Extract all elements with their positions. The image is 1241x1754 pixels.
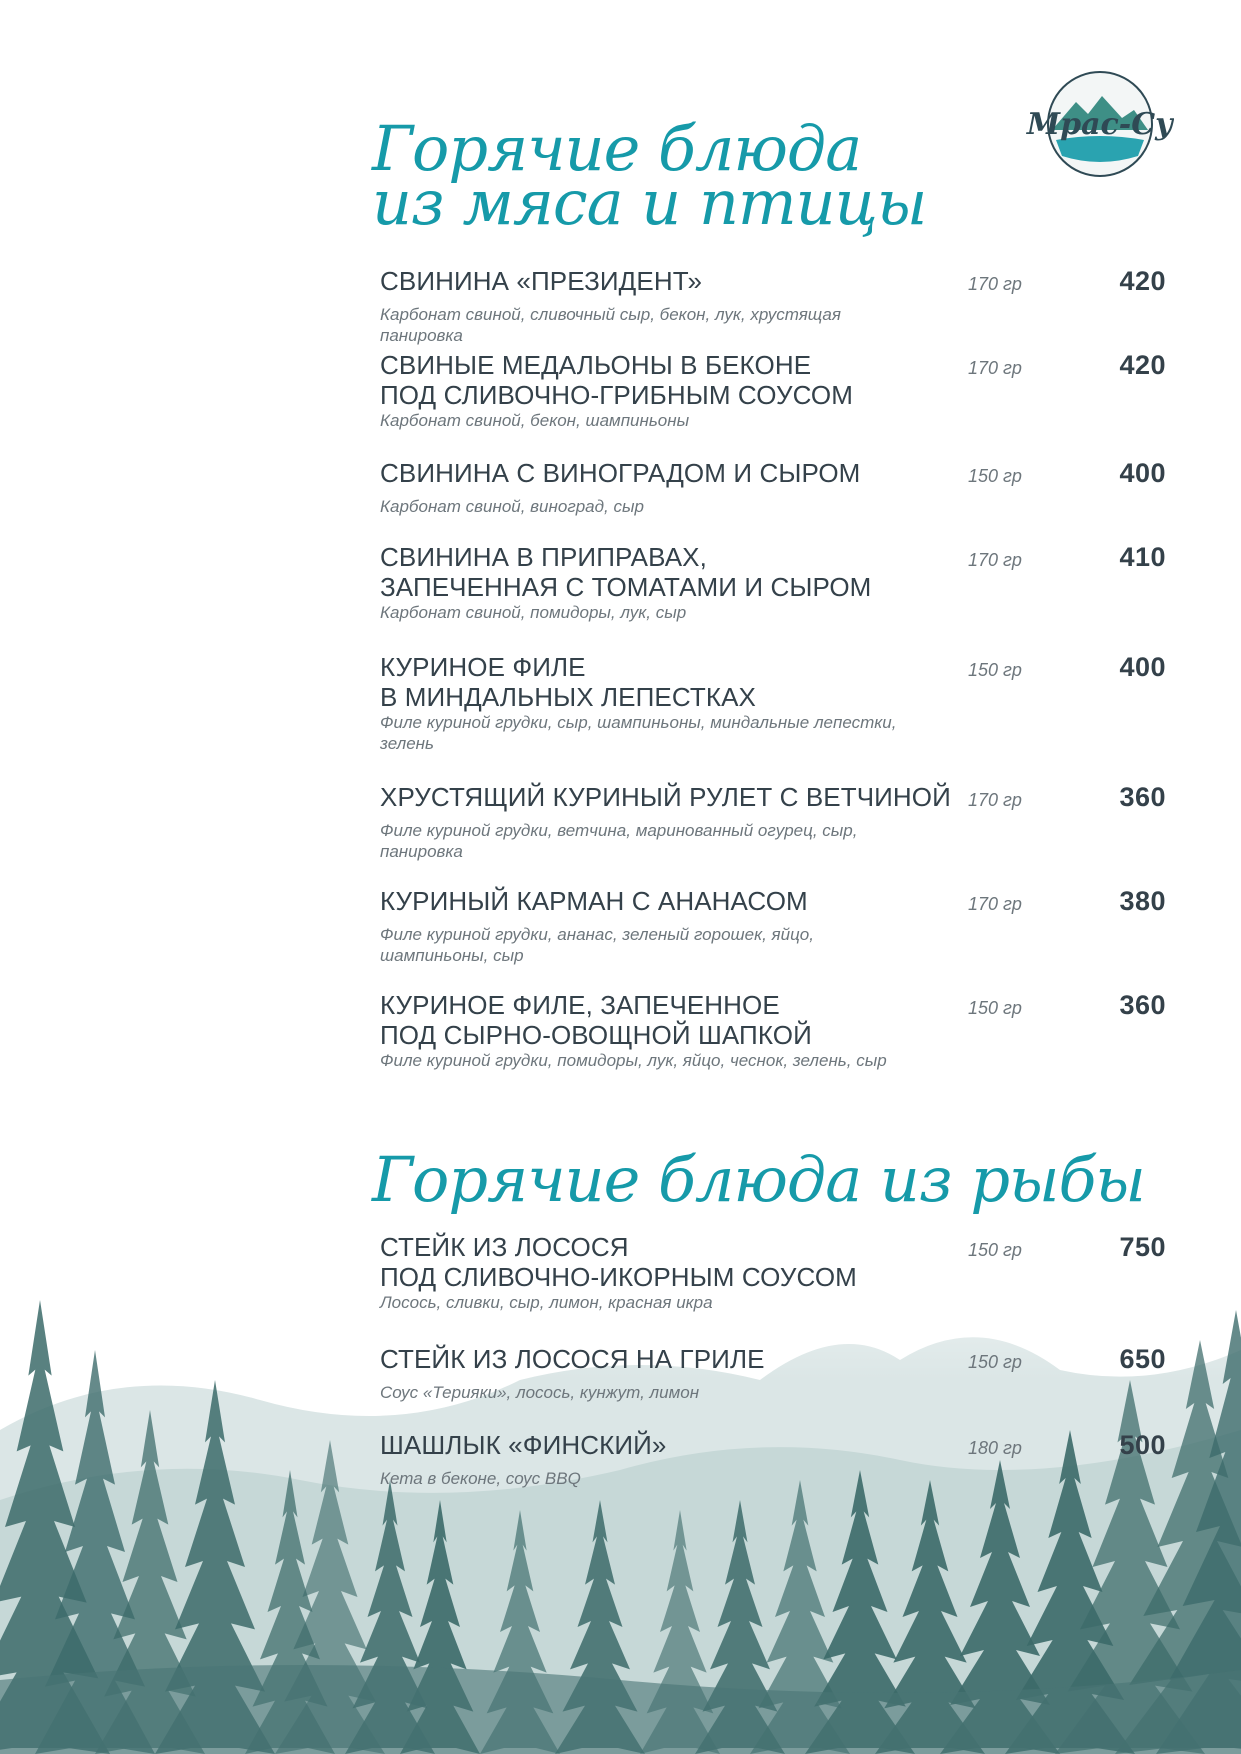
menu-item bbox=[380, 542, 1166, 623]
menu-item-name bbox=[380, 990, 1166, 1050]
menu-item-name-line: СВИНИНА «ПРЕЗИДЕНТ» bbox=[380, 266, 703, 296]
menu-item-price: 360 bbox=[1119, 782, 1166, 812]
menu-item-weight: 170 гр bbox=[968, 358, 1022, 378]
menu-item-name bbox=[380, 266, 1166, 296]
menu-item bbox=[380, 266, 1166, 346]
menu-item-weight: 180 гр bbox=[968, 1438, 1022, 1458]
menu-item-description: Карбонат свиной, помидоры, лук, сыр bbox=[380, 603, 687, 622]
menu-item bbox=[380, 1344, 1166, 1403]
menu-item-weight: 170 гр bbox=[968, 550, 1022, 570]
menu-item-name-line: ПОД СЫРНО-ОВОЩНОЙ ШАПКОЙ bbox=[380, 1020, 812, 1050]
menu-item bbox=[380, 782, 1166, 862]
menu-item-price: 650 bbox=[1119, 1344, 1166, 1374]
menu-item-weight: 170 гр bbox=[968, 274, 1022, 294]
menu-item-name-line: СТЕЙК ИЗ ЛОСОСЯ НА ГРИЛЕ bbox=[380, 1344, 765, 1374]
menu-item-description: Филе куриной грудки, ананас, зеленый горошек, яйцо, шампиньоны, сыр bbox=[380, 925, 814, 965]
menu-item-name bbox=[380, 782, 1166, 812]
menu-item-name-line: ЗАПЕЧЕННАЯ С ТОМАТАМИ И СЫРОМ bbox=[380, 572, 872, 602]
menu-item-name-line: ПОД СЛИВОЧНО-ИКОРНЫМ СОУСОМ bbox=[380, 1262, 857, 1292]
menu-item-name-line: СВИНЫЕ МЕДАЛЬОНЫ В БЕКОНЕ bbox=[380, 350, 812, 380]
menu-item-name bbox=[380, 1430, 1166, 1460]
menu-item-name bbox=[380, 1232, 1166, 1292]
menu-item bbox=[380, 1430, 1166, 1489]
menu-item-name-line: СВИНИНА С ВИНОГРАДОМ И СЫРОМ bbox=[380, 458, 861, 488]
menu-item-name-line: КУРИНОЕ ФИЛЕ bbox=[380, 652, 586, 682]
logo-text: Мрас-Су bbox=[1026, 107, 1174, 142]
section-title-meat bbox=[372, 112, 927, 239]
menu-item-price: 420 bbox=[1119, 266, 1166, 296]
menu-item bbox=[380, 990, 1166, 1071]
menu-item-name-line: КУРИНЫЙ КАРМАН С АНАНАСОМ bbox=[380, 886, 808, 916]
section-title-line: Горячие блюда bbox=[372, 112, 862, 185]
menu-item bbox=[380, 350, 1166, 431]
menu-item-name-line: ПОД СЛИВОЧНО-ГРИБНЫМ СОУСОМ bbox=[380, 380, 853, 410]
menu-item-weight: 150 гр bbox=[968, 1240, 1022, 1260]
menu-item-name-line: ХРУСТЯЩИЙ КУРИНЫЙ РУЛЕТ С ВЕТЧИНОЙ bbox=[380, 782, 951, 812]
menu-item-price: 420 bbox=[1119, 350, 1166, 380]
menu-item-price: 500 bbox=[1119, 1430, 1166, 1460]
menu-item-weight: 150 гр bbox=[968, 998, 1022, 1018]
menu-item-price: 380 bbox=[1119, 886, 1166, 916]
menu-item-price: 360 bbox=[1119, 990, 1166, 1020]
menu-item bbox=[380, 652, 1166, 754]
menu-item-price: 400 bbox=[1119, 652, 1166, 682]
brand-logo bbox=[1026, 68, 1174, 180]
menu-item-price: 400 bbox=[1119, 458, 1166, 488]
menu-item-description: Филе куриной грудки, сыр, шампиньоны, миндальные лепестки, зелень bbox=[380, 713, 897, 753]
menu-item-name-line: СТЕЙК ИЗ ЛОСОСЯ bbox=[380, 1232, 629, 1262]
menu-item-name-line: КУРИНОЕ ФИЛЕ, ЗАПЕЧЕННОЕ bbox=[380, 990, 780, 1020]
menu-item-price: 750 bbox=[1119, 1232, 1166, 1262]
menu-item-name-line: СВИНИНА В ПРИПРАВАХ, bbox=[380, 542, 707, 572]
menu-item-description: Кета в беконе, соус BBQ bbox=[380, 1469, 581, 1488]
menu-item-name bbox=[380, 652, 1166, 712]
menu-item-name bbox=[380, 1344, 1166, 1374]
menu-item-weight: 150 гр bbox=[968, 1352, 1022, 1372]
menu-item-description: Соус «Терияки», лосось, кунжут, лимон bbox=[380, 1383, 700, 1402]
menu-item-name-line: В МИНДАЛЬНЫХ ЛЕПЕСТКАХ bbox=[380, 682, 756, 712]
menu-item-description: Филе куриной грудки, ветчина, маринованный огурец, сыр, панировка bbox=[380, 821, 858, 861]
menu-item bbox=[380, 886, 1166, 966]
menu-item-weight: 170 гр bbox=[968, 790, 1022, 810]
menu-item-weight: 150 гр bbox=[968, 466, 1022, 486]
menu-item-name bbox=[380, 542, 1166, 602]
menu-item-description: Филе куриной грудки, помидоры, лук, яйцо, чеснок, зелень, сыр bbox=[380, 1051, 887, 1070]
section-title-fish bbox=[372, 1143, 1145, 1216]
menu-item bbox=[380, 1232, 1166, 1313]
menu-item-description: Лосось, сливки, сыр, лимон, красная икра bbox=[380, 1293, 713, 1312]
menu-item-name bbox=[380, 886, 1166, 916]
menu-item-price: 410 bbox=[1119, 542, 1166, 572]
menu-item-description: Карбонат свиной, бекон, шампиньоны bbox=[380, 411, 690, 430]
menu-item-name-line: ШАШЛЫК «ФИНСКИЙ» bbox=[380, 1430, 667, 1460]
menu-item-name bbox=[380, 350, 1166, 410]
menu-item-weight: 170 гр bbox=[968, 894, 1022, 914]
menu-item bbox=[380, 458, 1166, 517]
menu-item-weight: 150 гр bbox=[968, 660, 1022, 680]
menu-item-description: Карбонат свиной, сливочный сыр, бекон, лук, хрустящая панировка bbox=[380, 305, 841, 345]
menu-item-description: Карбонат свиной, виноград, сыр bbox=[380, 497, 644, 516]
section-title-line: из мяса и птицы bbox=[372, 166, 927, 239]
section-title-line: Горячие блюда из рыбы bbox=[372, 1143, 1145, 1216]
menu-item-name bbox=[380, 458, 1166, 488]
